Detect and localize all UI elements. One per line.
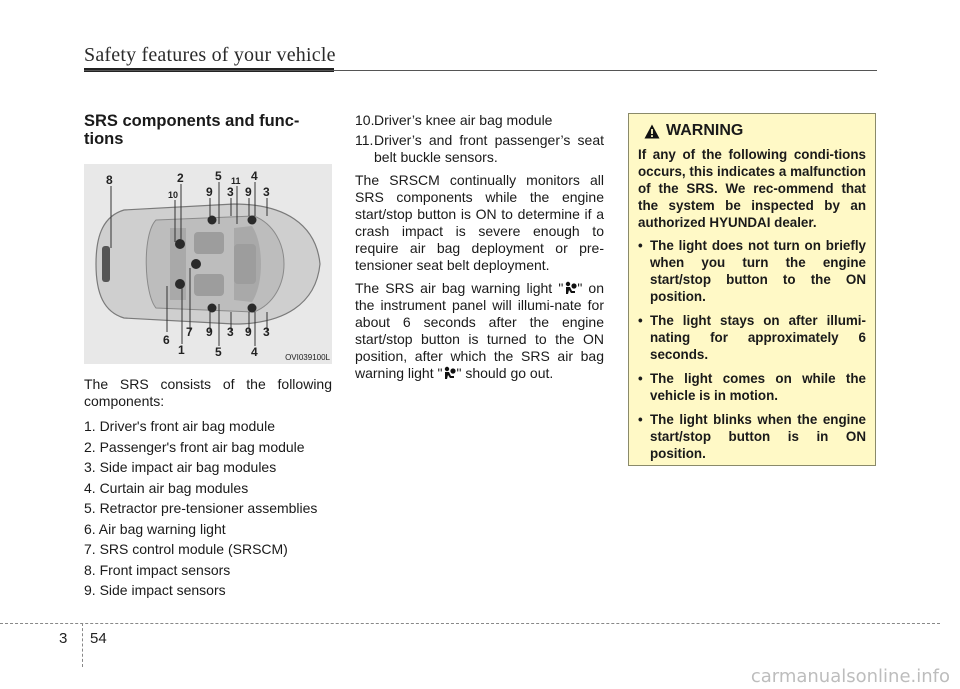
- diagram-label-top: 4: [251, 169, 258, 183]
- bullet: •: [638, 238, 643, 253]
- diagram-label-top: 10: [168, 190, 179, 200]
- watermark: carmanualsonline.info: [750, 666, 950, 687]
- warning-body: If any of the following condi-tions occurs, this indicates a malfunction of the SRS. We rec-ommend that the system be inspected by an authorized HYUNDAI dealer.: [638, 147, 866, 230]
- footer-rule: [0, 623, 940, 624]
- diagram-label-top: 2: [177, 171, 184, 185]
- srs-heading-line1: SRS components and func-: [84, 112, 300, 130]
- chapter-number: 3: [59, 630, 68, 647]
- item-text: Driver’s and front passenger’s seat belt buckle sensors.: [374, 132, 604, 165]
- item-number: 11.: [355, 132, 374, 148]
- diagram-label-bottom: 9: [206, 325, 213, 339]
- list-item: 8. Front impact sensors: [84, 561, 231, 578]
- components-list: [84, 416, 332, 601]
- diagram-label-top: 5: [215, 169, 222, 183]
- list-item: [355, 112, 604, 129]
- para-text: " on the instrument panel will illumi-nate for about 6 seconds after the engine start/stop button is turned to the ON position, after which the SRS air bag warning light ": [355, 280, 604, 381]
- diagram-label-bottom: 4: [251, 345, 258, 359]
- bullet-text: The light does not turn on briefly when you turn the engine start/stop button to the ON position.: [650, 238, 866, 304]
- diagram-label-top: 11: [231, 176, 241, 186]
- diagram-label-bottom: 5: [215, 345, 222, 359]
- bullet-text: The light comes on while the vehicle is in motion.: [650, 371, 866, 403]
- diagram-label-bottom: 9: [245, 325, 252, 339]
- diagram-label-bottom: 3: [263, 325, 270, 339]
- warning-light-paragraph: [355, 280, 604, 382]
- diagram-label-top: 3: [227, 185, 234, 199]
- diagram-label-bottom: 7: [186, 325, 193, 339]
- list-item: [638, 312, 866, 363]
- list-item: 7. SRS control module (SRSCM): [84, 541, 288, 557]
- srs-heading-line2: tions: [84, 130, 124, 148]
- srs-heading: [84, 112, 332, 148]
- diagram-label-top: 8: [106, 173, 113, 187]
- list-item: [638, 237, 866, 305]
- srs-car-diagram: [84, 164, 332, 364]
- warning-box: [628, 113, 876, 466]
- warning-bullets: [638, 237, 866, 462]
- list-item: [638, 411, 866, 462]
- para-text: " should go out.: [456, 365, 554, 381]
- bullet-text: The light stays on after illumi-nating for approximately 6 seconds.: [650, 313, 866, 362]
- list-item: 6. Air bag warning light: [84, 520, 226, 537]
- page-number: 54: [90, 630, 107, 647]
- bullet: •: [638, 371, 643, 386]
- middle-column: [355, 112, 604, 382]
- diagram-label-bottom: 3: [227, 325, 234, 339]
- header-rule: [84, 70, 877, 71]
- bullet: •: [638, 412, 643, 427]
- bullet-text: The light blinks when the engine start/stop button is in ON position.: [650, 412, 866, 461]
- left-column: [84, 112, 332, 601]
- bullet: •: [638, 313, 643, 328]
- car-topview-illustration: [84, 164, 332, 364]
- footer-separator: [82, 623, 83, 667]
- list-item: 5. Retractor pre-tensioner assemblies: [84, 500, 318, 516]
- diagram-label-top: 9: [206, 185, 213, 199]
- figure-code: OVI039100L: [285, 353, 330, 362]
- list-item: 4. Curtain air bag modules: [84, 479, 249, 496]
- srs-intro: The SRS consists of the following components:: [84, 376, 332, 409]
- list-item: 2. Passenger's front air bag module: [84, 438, 305, 455]
- warning-header: [644, 122, 866, 140]
- para-text: The SRS air bag warning light ": [355, 280, 564, 296]
- list-item: 1. Driver's front air bag module: [84, 418, 275, 434]
- list-item: 3. Side impact air bag modules: [84, 459, 277, 475]
- warning-title: WARNING: [666, 122, 744, 139]
- list-item: [355, 132, 604, 166]
- diagram-label-top: 9: [245, 185, 252, 199]
- diagram-label-bottom: 1: [178, 343, 185, 357]
- diagram-label-top: 3: [263, 185, 270, 199]
- item-number: 10.: [355, 112, 375, 128]
- airbag-warning-icon: [563, 281, 577, 295]
- list-item: [638, 370, 866, 404]
- diagram-label-bottom: 6: [163, 333, 170, 347]
- item-text: Driver’s knee air bag module: [374, 112, 553, 128]
- airbag-warning-icon: [442, 366, 456, 380]
- srscm-paragraph: The SRSCM continually monitors all SRS components while the engine start/stop button is ON to determine if a crash impact is severe enough to require air bag deployment or pre-tensioner seat belt deployment.: [355, 172, 604, 273]
- warning-triangle-icon: [644, 124, 660, 139]
- section-title: Safety features of your vehicle: [84, 44, 336, 66]
- list-item: 9. Side impact sensors: [84, 582, 226, 598]
